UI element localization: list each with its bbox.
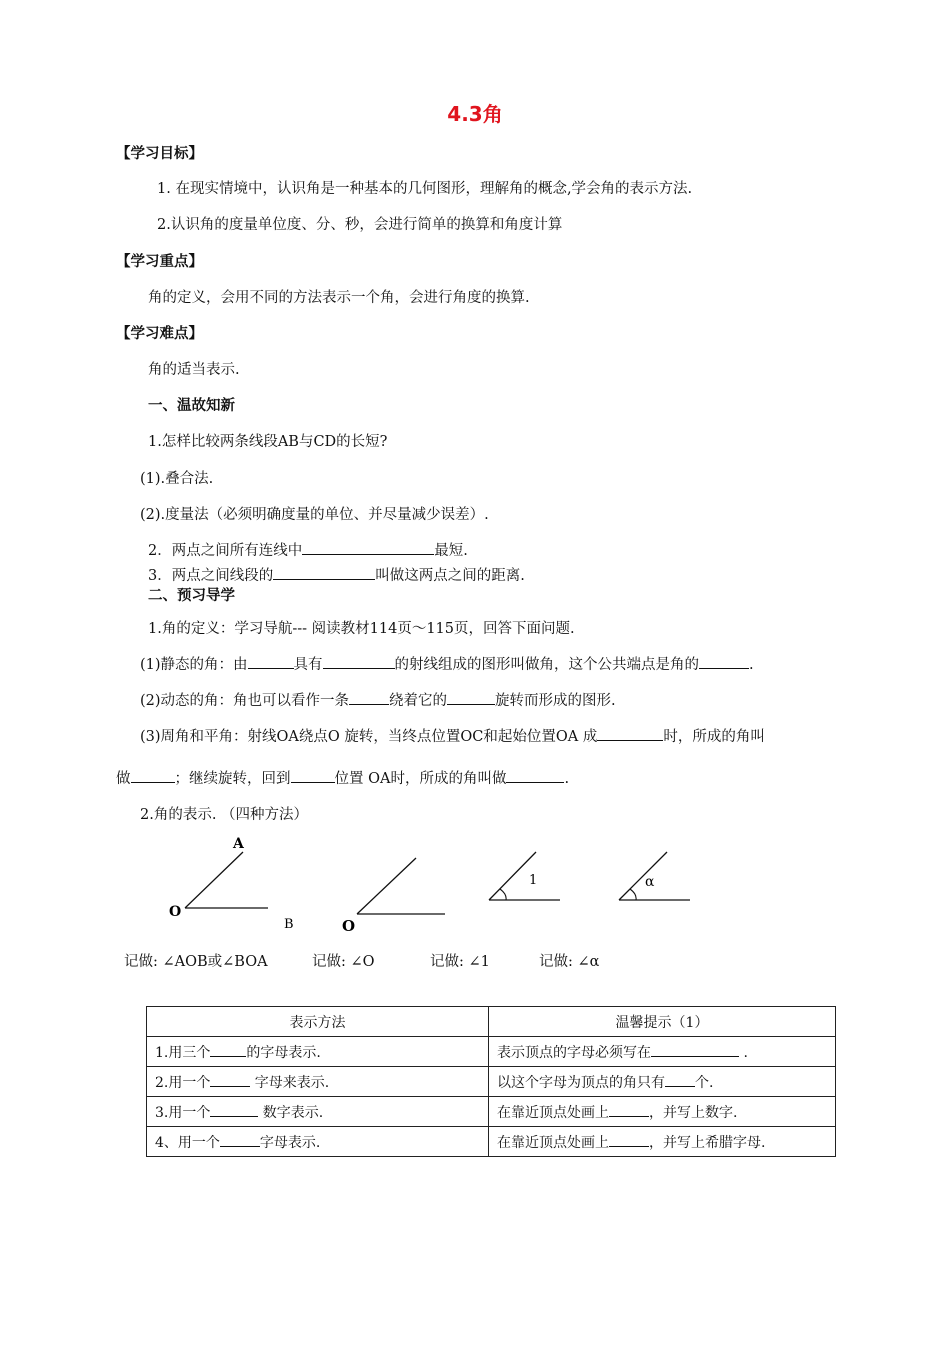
preview-heading: 二、预习导学 — [148, 588, 235, 604]
page-title: 4.3角 — [447, 102, 503, 126]
cell-text: 的字母表示. — [246, 1044, 321, 1061]
blank[interactable] — [210, 1042, 246, 1057]
dynamic-part-2: 绕着它的 — [389, 693, 448, 709]
cell-text: 以这个字母为顶点的角只有 — [497, 1074, 665, 1091]
blank[interactable] — [220, 1132, 260, 1147]
blank[interactable] — [323, 654, 395, 669]
cell-text: 个. — [695, 1074, 714, 1091]
angle-definition: 1.角的定义：学习导航--- 阅读教材114页～115页，回答下面问题. — [148, 621, 575, 637]
figure-angle-1 — [489, 852, 560, 900]
cell-text: 2.用一个 — [155, 1074, 211, 1091]
table-cell — [489, 1127, 836, 1157]
full2-part-4: . — [564, 771, 570, 787]
table-row — [147, 1067, 836, 1097]
blank[interactable] — [506, 768, 564, 783]
objectives-heading: 【学习目标】 — [116, 146, 203, 162]
blank[interactable] — [609, 1132, 649, 1147]
review-answer-2: (2).度量法（必须明确度量的单位、并尽量减少误差）. — [140, 507, 489, 523]
ray-upper — [619, 852, 667, 900]
key-points-text: 角的定义，会用不同的方法表示一个角，会进行角度的换算. — [148, 290, 530, 306]
cell-text: 1.用三个 — [155, 1044, 211, 1061]
table-cell — [147, 1127, 489, 1157]
table-header-tip: 温馨提示（1） — [489, 1007, 836, 1037]
difficulties-text: 角的适当表示. — [148, 362, 240, 378]
dynamic-part-1: (2)动态的角：角也可以看作一条 — [140, 693, 350, 709]
ray-upper — [357, 858, 416, 914]
full-angle-line-1 — [140, 725, 765, 746]
table-header-row — [147, 1007, 836, 1037]
difficulties-heading: 【学习难点】 — [116, 326, 203, 342]
table-row — [147, 1097, 836, 1127]
full1-part-1: (3)周角和平角：射线OA绕点O 旋转，当终点位置OC和起始位置OA 成 — [140, 729, 598, 745]
blank[interactable] — [349, 690, 389, 705]
cell-text: 表示顶点的字母必须写在 — [497, 1044, 651, 1061]
static-part-2: 具有 — [293, 657, 323, 673]
caption-o: 记做: ∠O — [312, 954, 375, 970]
review-answer-1: (1).叠合法. — [140, 471, 214, 487]
review-question-3 — [148, 564, 525, 585]
blank[interactable] — [609, 1102, 649, 1117]
table-cell — [147, 1097, 489, 1127]
table-cell — [489, 1037, 836, 1067]
full1-part-2: 时，所成的角叫 — [663, 729, 765, 745]
full2-part-2: ；继续旋转，回到 — [174, 771, 291, 787]
caption-alpha: 记做: ∠α — [539, 954, 600, 970]
cell-text: 4、用一个 — [155, 1134, 220, 1151]
cell-text: ，并写上希腊字母. — [649, 1134, 766, 1151]
label-1: 1 — [529, 873, 538, 888]
objective-item-2: 2.认识角的度量单位度、分、秒，会进行简单的换算和角度计算 — [157, 217, 563, 233]
review-q2-post: 最短. — [434, 543, 468, 559]
review-question-2 — [148, 539, 468, 560]
table-cell — [489, 1067, 836, 1097]
full-angle-line-2 — [116, 767, 569, 788]
angle-figures — [0, 830, 950, 940]
caption-aob: 记做: ∠AOB或∠BOA — [124, 954, 268, 970]
cell-text: 在靠近顶点处画上 — [497, 1104, 609, 1121]
cell-text: 字母来表示. — [250, 1074, 330, 1091]
review-q3-pre: 3．两点之间线段的 — [148, 568, 274, 584]
blank[interactable] — [651, 1042, 739, 1057]
table-cell — [147, 1037, 489, 1067]
cell-text: 数字表示. — [258, 1104, 324, 1121]
blank[interactable] — [248, 654, 294, 669]
full2-part-3: 位置 OA时，所成的角叫做 — [334, 771, 507, 787]
static-part-3: 的射线组成的图形叫做角，这个公共端点是角的 — [394, 657, 700, 673]
cell-text: . — [739, 1044, 748, 1061]
table-row — [147, 1127, 836, 1157]
blank[interactable] — [699, 654, 749, 669]
blank[interactable] — [210, 1072, 250, 1087]
blank[interactable] — [273, 565, 375, 580]
figure-angle-alpha — [619, 852, 690, 900]
label-alpha: α — [645, 874, 655, 890]
notation-table — [146, 1006, 836, 1157]
table-cell — [489, 1097, 836, 1127]
ray-oa — [185, 852, 243, 908]
cell-text: 3.用一个 — [155, 1104, 211, 1121]
label-a: A — [233, 836, 244, 852]
review-heading: 一、温故知新 — [148, 398, 235, 414]
figure-angle-aob — [169, 836, 294, 932]
review-q2-pre: 2．两点之间所有连线中 — [148, 543, 303, 559]
static-angle-line — [140, 653, 754, 674]
full2-part-1: 做 — [116, 771, 131, 787]
table-row — [147, 1037, 836, 1067]
cell-text: 字母表示. — [259, 1134, 321, 1151]
review-question-1: 1.怎样比较两条线段AB与CD的长短? — [148, 434, 388, 450]
key-points-heading: 【学习重点】 — [116, 254, 203, 270]
blank[interactable] — [665, 1072, 695, 1087]
cell-text: 在靠近顶点处画上 — [497, 1134, 609, 1151]
caption-1: 记做: ∠1 — [430, 954, 490, 970]
label-o: O — [169, 904, 182, 920]
cell-text: ，并写上数字. — [649, 1104, 738, 1121]
dynamic-part-3: 旋转而形成的图形. — [495, 693, 616, 709]
label-b: B — [284, 917, 294, 932]
notation-heading: 2.角的表示. （四种方法） — [140, 807, 309, 823]
table-header-method: 表示方法 — [147, 1007, 489, 1037]
label-o: O — [342, 917, 356, 935]
figure-angle-o — [342, 858, 445, 935]
blank[interactable] — [291, 768, 335, 783]
review-q3-post: 叫做这两点之间的距离. — [375, 568, 525, 584]
dynamic-angle-line — [140, 689, 616, 710]
blank[interactable] — [447, 690, 495, 705]
blank[interactable] — [210, 1102, 258, 1117]
angle-arc — [500, 889, 506, 900]
angle-arc — [630, 889, 636, 900]
static-part-4: . — [749, 657, 754, 673]
blank[interactable] — [597, 726, 663, 741]
blank[interactable] — [131, 768, 175, 783]
table-cell — [147, 1067, 489, 1097]
static-part-1: (1)静态的角：由 — [140, 657, 248, 673]
blank[interactable] — [302, 540, 434, 555]
objective-item-1: 1. 在现实情境中，认识角是一种基本的几何图形，理解角的概念,学会角的表示方法. — [157, 181, 693, 197]
